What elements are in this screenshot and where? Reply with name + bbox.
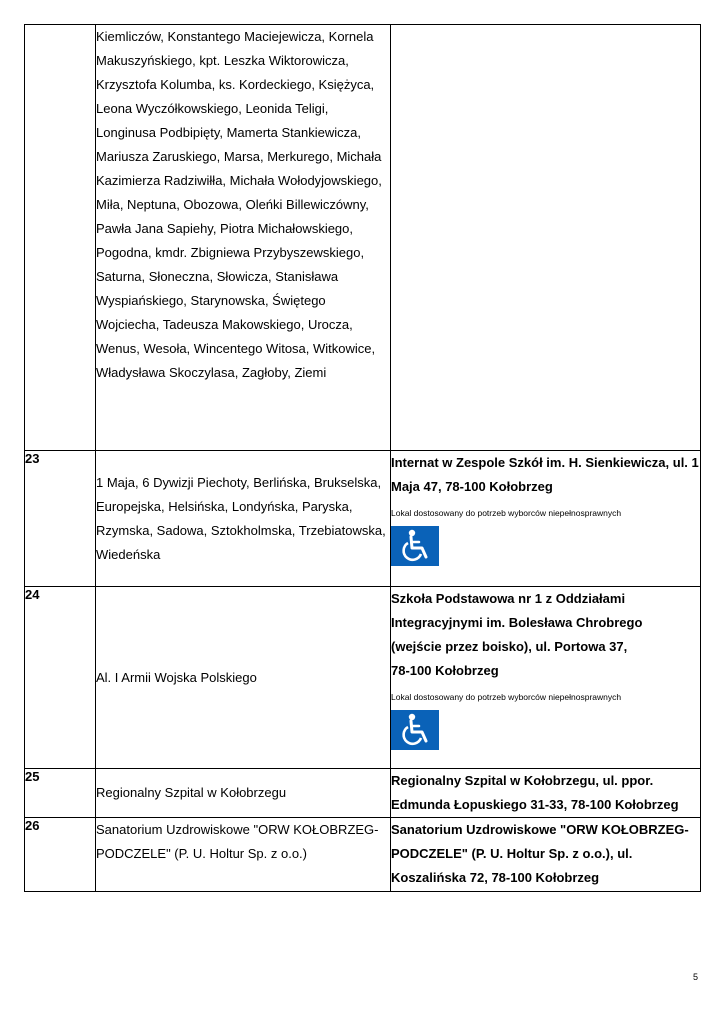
polling-place: Regionalny Szpital w Kołobrzegu, ul. ppor. Edmunda Łopuskiego 31-33, 78-100 Kołobrzeg: [391, 773, 679, 812]
table-row: [25, 25, 701, 451]
polling-place-cell: [391, 818, 701, 892]
district-number: 24: [25, 587, 96, 769]
polling-place-cell: [391, 451, 701, 587]
district-number: 25: [25, 769, 96, 818]
district-number: 23: [25, 451, 96, 587]
polling-place: Internat w Zespole Szkół im. H. Sienkiewicza, ul. 1 Maja 47, 78-100 Kołobrzeg: [391, 455, 699, 494]
polling-place: Sanatorium Uzdrowiskowe "ORW KOŁOBRZEG-PODCZELE" (P. U. Holtur Sp. z o.o.), ul. Koszalińska 72, 78-100 Kołobrzeg: [391, 822, 689, 885]
district-number: [25, 25, 96, 451]
polling-place-cell: [391, 587, 701, 769]
table-row: [25, 451, 701, 587]
polling-place-cell: [391, 769, 701, 818]
district-streets: Sanatorium Uzdrowiskowe "ORW KOŁOBRZEG-PODCZELE" (P. U. Holtur Sp. z o.o.): [96, 818, 391, 892]
wheelchair-icon: [391, 526, 439, 566]
district-streets: Kiemliczów, Konstantego Maciejewicza, Kornela Makuszyńskiego, kpt. Leszka Wiktorowicza, Krzysztofa Kolumba, ks. Kordeckiego, Księżyca, Leona Wyczółkowskiego, Leonida Teligi, Longinusa Podbipięty, Mamerta Stankiewicza, Mariusza Zaruskiego, Marsa, Merkurego, Michała Kazimierza Radziwiłła, Michała Wołodyjowskiego, Miła, Neptuna, Obozowa, Oleńki Billewiczówny, Pawła Jana Sapiehy, Piotra Michałowskiego, Pogodna, kmdr. Zbigniewa Przybyszewskiego, Saturna, Słoneczna, Słowicza, Stanisława Wyspiańskiego, Starynowska, Świętego Wojciecha, Tadeusza Makowskiego, Urocza, Wenus, Wesoła, Wincentego Witosa, Witkowice, Władysława Skoczylasa, Zagłoby, Ziemi: [96, 25, 391, 451]
polling-place: [391, 25, 701, 451]
accessibility-note: Lokal dostosowany do potrzeb wyborców niepełnosprawnych: [391, 692, 622, 702]
district-streets: 1 Maja, 6 Dywizji Piechoty, Berlińska, Brukselska, Europejska, Helsińska, Londyńska, Paryska, Rzymska, Sadowa, Sztokholmska, Trzebiatowska, Wiedeńska: [96, 451, 391, 587]
polling-place: Szkoła Podstawowa nr 1 z Oddziałami Integracyjnymi im. Bolesława Chrobrego (wejście przez boisko), ul. Portowa 37, 78-100 Kołobrzeg: [391, 591, 643, 678]
page-number: 5: [693, 972, 699, 982]
table-row: [25, 587, 701, 769]
district-streets: Regionalny Szpital w Kołobrzegu: [96, 769, 391, 818]
table-row: [25, 769, 701, 818]
accessibility-note: Lokal dostosowany do potrzeb wyborców niepełnosprawnych: [391, 508, 622, 518]
district-streets: Al. I Armii Wojska Polskiego: [96, 587, 391, 769]
district-number: 26: [25, 818, 96, 892]
table-row: [25, 818, 701, 892]
polling-districts-table: [24, 24, 701, 892]
wheelchair-icon: [391, 710, 439, 750]
